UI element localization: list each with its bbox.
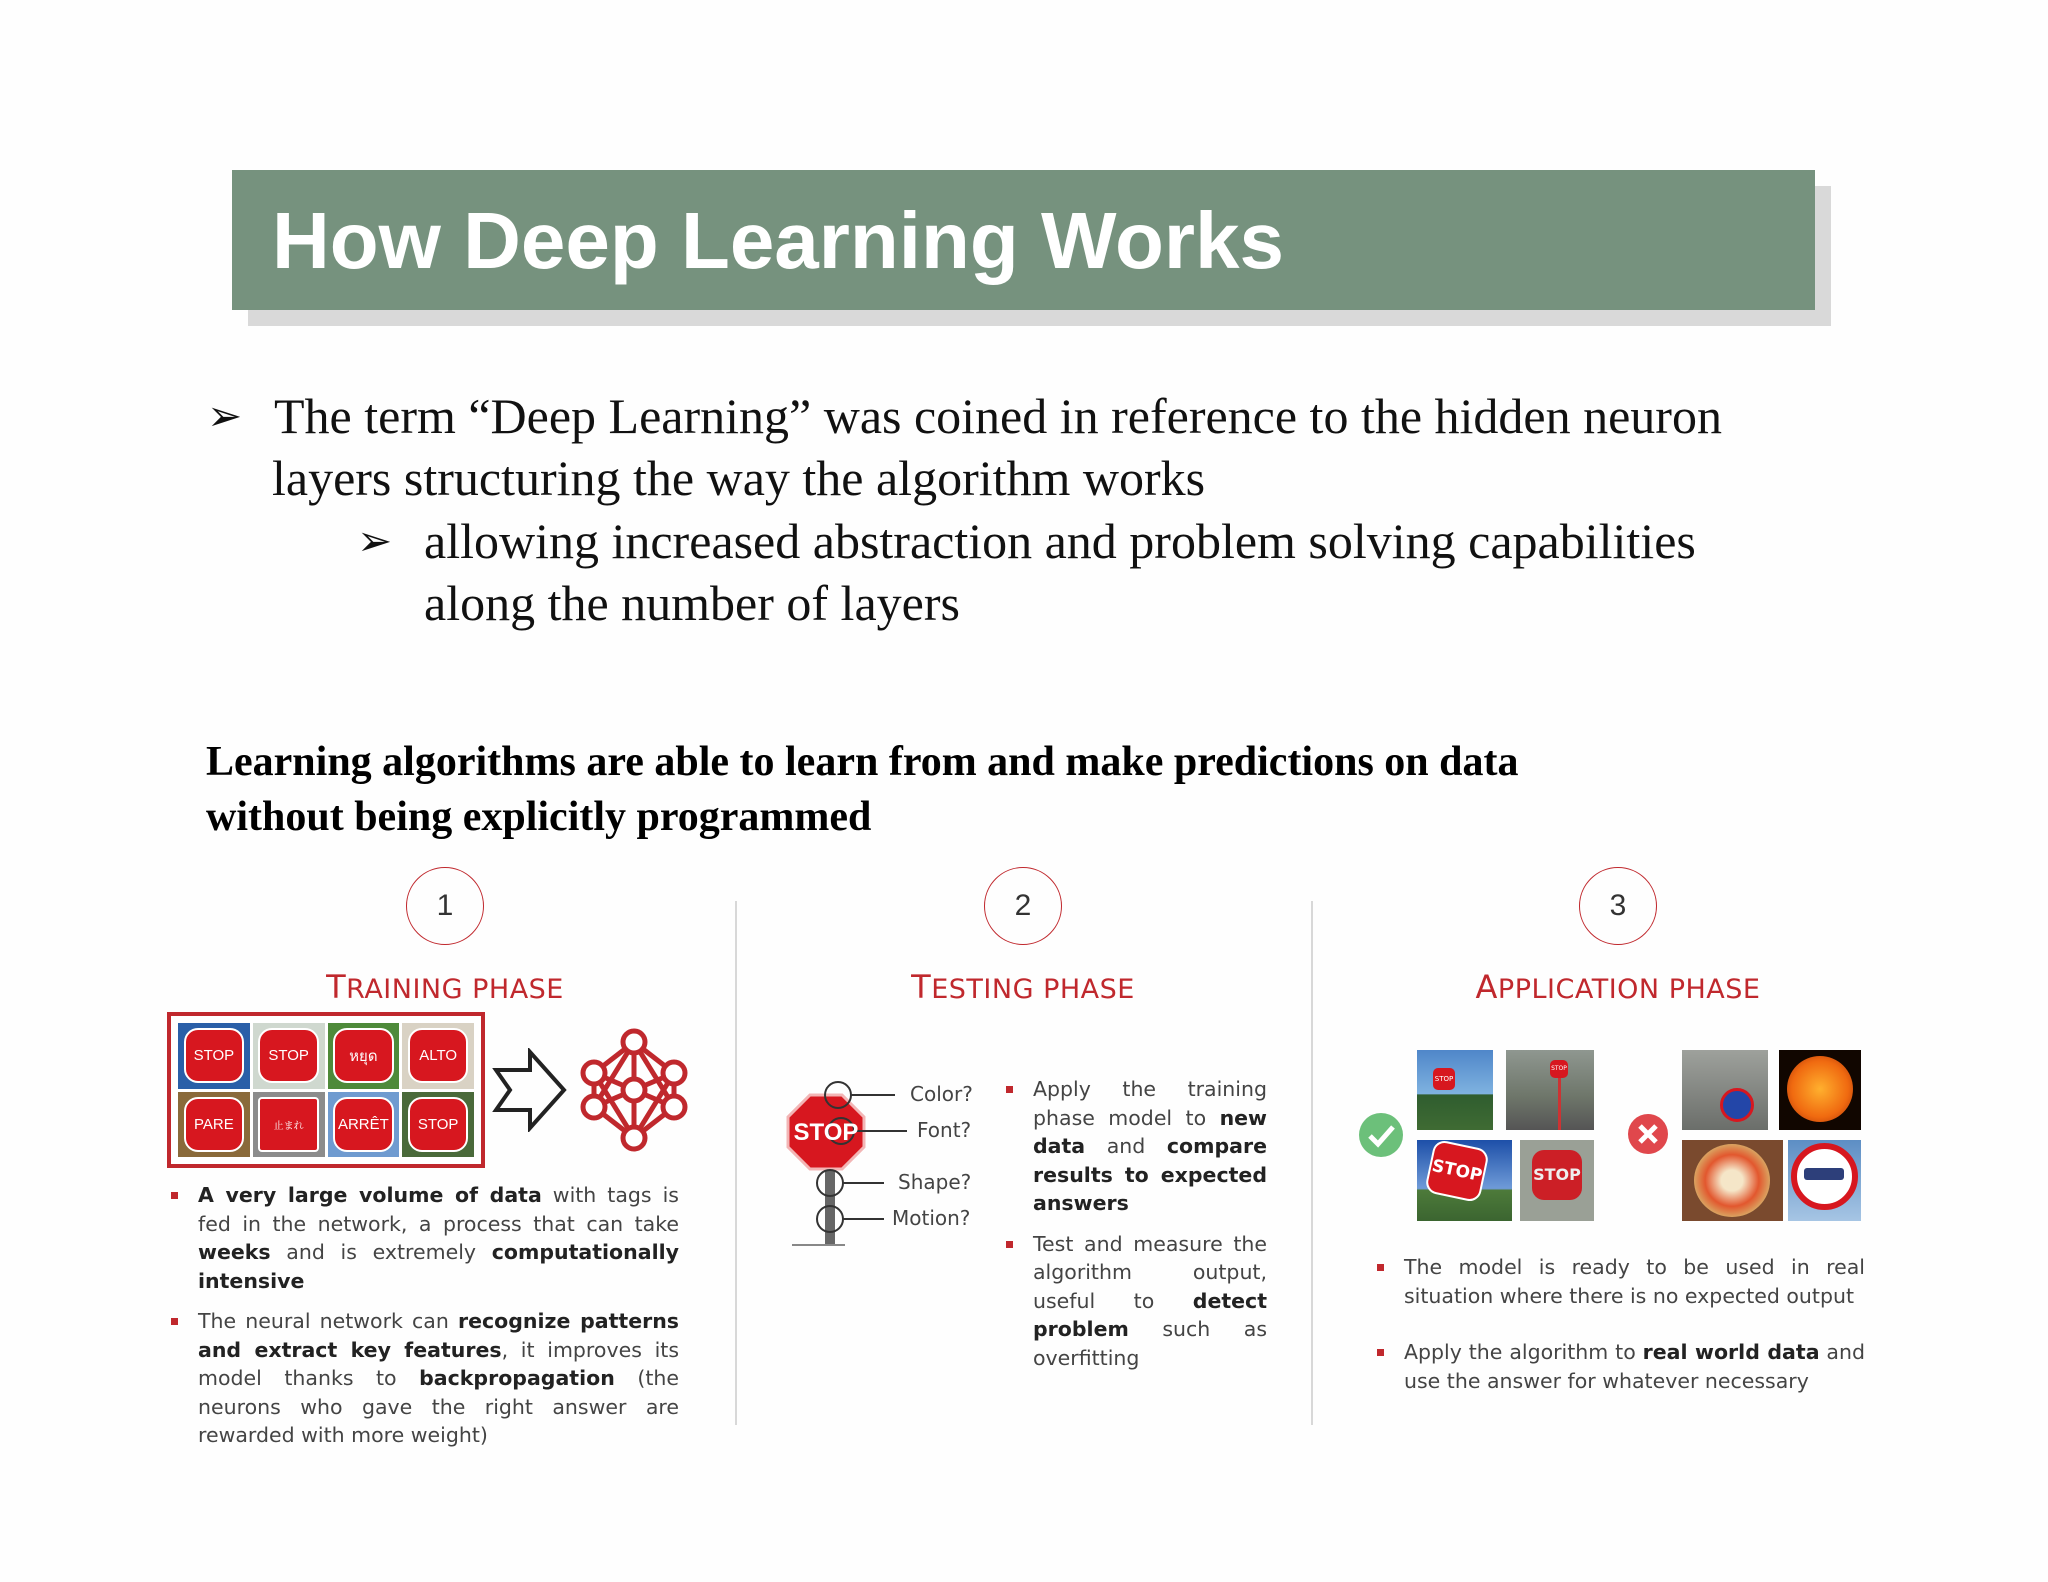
bold-text: computationally intensive [198, 1240, 679, 1293]
testing-bullets [1033, 1075, 1267, 1372]
text: , it improves its model thanks to [198, 1337, 679, 1390]
sign-label: ARRÊT [333, 1097, 393, 1152]
bold-text: recognize patterns and extract key features [198, 1309, 680, 1362]
photo-stop-sign-trees [1520, 1140, 1594, 1221]
bullet-sub-line1: allowing increased abstraction and problem solving capabilities [424, 513, 1696, 569]
training-image [178, 1023, 250, 1089]
bullet-item [1404, 1253, 1865, 1310]
cross-circle-icon [1627, 1113, 1669, 1155]
sign-label: หยุด [333, 1028, 393, 1083]
step-number-2: 2 [984, 867, 1062, 945]
sign-label: STOP [1424, 1140, 1490, 1203]
phase-title-testing [773, 968, 1273, 1006]
feature-shape: Shape? [898, 1170, 972, 1194]
bold-text: real world data [1642, 1340, 1820, 1364]
sign-label: STOP [1532, 1150, 1582, 1200]
phase-title-initial: T [326, 968, 347, 1006]
sign-label: STOP [184, 1028, 244, 1083]
neural-network-icon [578, 1028, 690, 1152]
lead-statement [206, 735, 1706, 845]
training-image [253, 1092, 325, 1158]
text: The model is ready to be used in real situation where there is no expected output [1404, 1255, 1865, 1308]
bullet-square-icon [1377, 1349, 1384, 1356]
photo-sun [1779, 1050, 1861, 1130]
bullet-item [198, 1181, 679, 1295]
phase-title-initial: A [1475, 968, 1498, 1006]
bold-text: compare results to expected answers [1033, 1134, 1267, 1215]
text: with tags is fed in the network, a process that can take [198, 1183, 679, 1236]
training-image [402, 1023, 474, 1089]
bullet-square-icon [171, 1318, 178, 1325]
phase-title-rest: RAINING PHASE [346, 974, 564, 1005]
phase-title-rest: ESTING PHASE [931, 974, 1135, 1005]
feature-motion: Motion? [892, 1206, 971, 1230]
bullet-square-icon [1377, 1264, 1384, 1271]
sign-label: ALTO [408, 1028, 468, 1083]
sign-label: STOP [408, 1097, 468, 1152]
photo-stop-sign-street [1506, 1050, 1594, 1130]
step-number-1: 1 [406, 867, 484, 945]
feature-font: Font? [917, 1118, 972, 1142]
bullet-sub-line2: along the number of layers [424, 575, 960, 631]
training-image [253, 1023, 325, 1089]
training-image [178, 1092, 250, 1158]
sign-label: STOP [258, 1028, 318, 1083]
lead-line2: without being explicitly programmed [206, 794, 872, 840]
training-bullets [198, 1181, 679, 1450]
application-bullets [1404, 1253, 1865, 1395]
feature-color: Color? [910, 1082, 973, 1106]
bullet-square-icon [1006, 1241, 1013, 1248]
bullet-item [1404, 1338, 1865, 1395]
bold-text: A very large volume of data [198, 1183, 542, 1207]
phase-title-training [195, 968, 695, 1006]
text: and use the answer for whatever necessary [1404, 1340, 1865, 1393]
training-images-grid [167, 1012, 485, 1168]
bullet-main-line1: The term “Deep Learning” was coined in reference to the hidden neuron [274, 388, 1722, 444]
bullet-item [1033, 1075, 1267, 1218]
step-number-3: 3 [1579, 867, 1657, 945]
bullet-item [1033, 1230, 1267, 1373]
stop-sign-text: STOP [793, 1119, 859, 1146]
training-image [402, 1092, 474, 1158]
text: Apply the algorithm to [1404, 1340, 1643, 1364]
bullet-square-icon [171, 1192, 178, 1199]
photo-no-stopping-sign [1682, 1050, 1768, 1130]
sign-label: PARE [184, 1097, 244, 1152]
text: Test and measure the algorithm output, useful to [1033, 1231, 1267, 1313]
photo-pizza [1682, 1140, 1783, 1221]
arrow-bullet-icon: ➢ [357, 519, 393, 565]
text: and [1085, 1134, 1167, 1158]
phase-title-initial: T [911, 968, 932, 1006]
photo-stop-sign-sky [1417, 1140, 1512, 1221]
column-divider [735, 901, 737, 1425]
photo-no-bus-sign [1788, 1140, 1861, 1221]
photo-stop-sign-park [1417, 1050, 1493, 1130]
page-title: How Deep Learning Works [272, 196, 1285, 285]
text: Apply the training phase model to [1033, 1077, 1267, 1130]
bold-text: backpropagation [419, 1366, 615, 1390]
text: The neural network can [198, 1309, 458, 1333]
bullet-item [198, 1307, 679, 1450]
text: such as overfitting [1033, 1317, 1267, 1370]
bold-text: weeks [198, 1240, 271, 1264]
sign-label: STOP [1433, 1068, 1455, 1090]
text: (the neurons who gave the right answer are rewarded with more weight) [198, 1366, 679, 1447]
training-image [328, 1023, 400, 1089]
bold-text: detect problem [1033, 1288, 1267, 1341]
training-image [328, 1092, 400, 1158]
text: and is extremely [270, 1240, 492, 1264]
bullet-square-icon [1006, 1086, 1013, 1093]
check-circle-icon [1358, 1112, 1404, 1158]
bullet-main-line2: layers structuring the way the algorithm works [272, 450, 1206, 506]
stop-sign-feature-diagram [780, 1075, 980, 1255]
phase-title-application [1368, 968, 1868, 1006]
phase-title-rest: PPLICATION PHASE [1497, 974, 1761, 1005]
bold-text: new data [1033, 1105, 1267, 1158]
arrow-bullet-icon: ➢ [207, 394, 243, 440]
sign-label: STOP [1550, 1060, 1568, 1078]
lead-line1: Learning algorithms are able to learn from and make predictions on data [206, 739, 1519, 785]
arrow-right-icon [492, 1048, 568, 1132]
column-divider [1311, 901, 1313, 1425]
sign-label: 止まれ [258, 1097, 318, 1152]
